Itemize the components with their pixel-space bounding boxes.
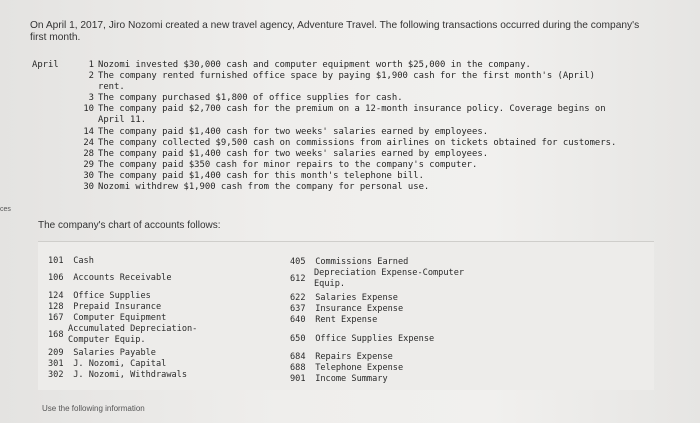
- transaction: [32, 182, 672, 193]
- month-label: April: [32, 60, 59, 70]
- transaction-text: The company paid $1,400 cash for two weeks' salaries earned by employees.: [98, 126, 489, 137]
- account-number: 405: [290, 257, 306, 267]
- transaction: [32, 138, 672, 149]
- account-number: 168: [48, 330, 64, 340]
- account-number: 124: [48, 291, 64, 301]
- account-name: Salaries Expense: [315, 293, 398, 303]
- transaction-text: Nozomi withdrew $1,900 cash from the company for personal use.: [98, 182, 430, 193]
- transaction: [32, 127, 672, 138]
- transaction-text: The company collected $9,500 cash on commissions from airlines on tickets obtained for customers.: [98, 137, 617, 148]
- account-number: 209: [48, 348, 64, 358]
- account-name: J. Nozomi, Withdrawals: [73, 370, 188, 380]
- account-item: [290, 334, 434, 345]
- transaction-text: The company purchased $1,800 of office supplies for cash.: [98, 93, 403, 104]
- transaction: [32, 93, 672, 104]
- footer-instruction: Use the following information: [42, 404, 145, 413]
- account-number: 302: [48, 370, 64, 380]
- account-item: [48, 302, 161, 313]
- account-name: J. Nozomi, Capital: [73, 359, 167, 369]
- account-item: [48, 291, 151, 302]
- transaction-text: The company paid $1,400 cash for two weeks' salaries earned by employees.: [98, 148, 489, 159]
- transaction: [32, 160, 672, 171]
- account-item: [290, 268, 620, 290]
- account-item: [48, 256, 94, 267]
- account-item: [290, 374, 388, 385]
- transaction-text: The company paid $2,700 cash for the premium on a 12-month insurance policy. Coverage begins on: [98, 104, 606, 115]
- account-name: Accumulated Depreciation-Computer Equip.: [68, 324, 198, 345]
- account-item: [48, 324, 258, 346]
- account-number: 612: [290, 274, 306, 284]
- account-number: 101: [48, 256, 64, 266]
- account-item: [290, 315, 377, 326]
- account-item: [290, 363, 403, 374]
- account-number: 637: [290, 304, 306, 314]
- transaction-day: 24: [83, 137, 94, 148]
- account-name: Prepaid Insurance: [73, 302, 162, 312]
- account-name: Salaries Payable: [73, 348, 156, 358]
- account-number: 688: [290, 363, 306, 373]
- account-name: Commissions Earned: [315, 257, 409, 267]
- account-name: Cash: [73, 256, 94, 266]
- accounts-right-column: [290, 242, 630, 390]
- account-item: [48, 273, 172, 284]
- transaction-day: 3: [88, 93, 94, 104]
- account-item: [290, 257, 408, 268]
- account-item: [290, 304, 403, 315]
- account-name: Telephone Expense: [315, 363, 404, 373]
- account-name: Accounts Receivable: [73, 273, 172, 283]
- account-item: [48, 313, 166, 324]
- account-number: 650: [290, 334, 306, 344]
- account-name: Office Supplies Expense: [315, 334, 435, 344]
- transaction-day: 1: [88, 60, 94, 70]
- transaction: [32, 60, 672, 71]
- account-name: Insurance Expense: [315, 304, 404, 314]
- account-number: 106: [48, 273, 64, 283]
- account-item: [48, 359, 166, 370]
- account-item: [48, 370, 187, 381]
- transaction-day: 29: [83, 159, 94, 170]
- account-name: Computer Equipment: [73, 313, 167, 323]
- account-item: [290, 352, 393, 363]
- transaction-list: [32, 60, 672, 193]
- transaction-text: Nozomi invested $30,000 cash and computer equipment worth $25,000 in the company.: [98, 60, 531, 70]
- transaction: [32, 171, 672, 182]
- account-name: Repairs Expense: [315, 352, 393, 362]
- transaction: [32, 149, 672, 160]
- cropped-side-text: ces: [0, 206, 11, 213]
- account-number: 167: [48, 313, 64, 323]
- transaction-day: 10: [83, 104, 94, 115]
- account-number: 622: [290, 293, 306, 303]
- transaction-day: 30: [83, 182, 94, 193]
- transaction-day: 2: [88, 71, 94, 82]
- transaction: [32, 104, 672, 126]
- chart-of-accounts-intro: The company's chart of accounts follows:: [38, 220, 221, 231]
- account-item: [48, 348, 156, 359]
- account-name: Depreciation Expense-Computer Equip.: [314, 268, 465, 289]
- account-name: Income Summary: [315, 374, 388, 384]
- account-name: Rent Expense: [315, 315, 378, 325]
- account-number: 301: [48, 359, 64, 369]
- transaction: [32, 71, 672, 93]
- transaction-day: 14: [83, 126, 94, 137]
- chart-of-accounts: [38, 241, 654, 390]
- transaction-continuation: April 11.: [98, 115, 147, 126]
- transaction-text: The company paid $350 cash for minor repairs to the company's computer.: [98, 159, 478, 170]
- account-item: [290, 293, 398, 304]
- problem-intro: On April 1, 2017, Jiro Nozomi created a new travel agency, Adventure Travel. The following transactions occurred during the company's first month.: [30, 20, 640, 43]
- account-name: Office Supplies: [73, 291, 151, 301]
- account-number: 128: [48, 302, 64, 312]
- transaction-continuation: rent.: [98, 82, 125, 93]
- account-number: 684: [290, 352, 306, 362]
- transaction-day: 30: [83, 170, 94, 181]
- account-number: 901: [290, 374, 306, 384]
- transaction-text: The company paid $1,400 cash for this month's telephone bill.: [98, 170, 424, 181]
- account-number: 640: [290, 315, 306, 325]
- accounts-left-column: [48, 242, 268, 390]
- transaction-day: 28: [83, 148, 94, 159]
- transaction-text: The company rented furnished office space by paying $1,900 cash for the first month's (April): [98, 71, 595, 82]
